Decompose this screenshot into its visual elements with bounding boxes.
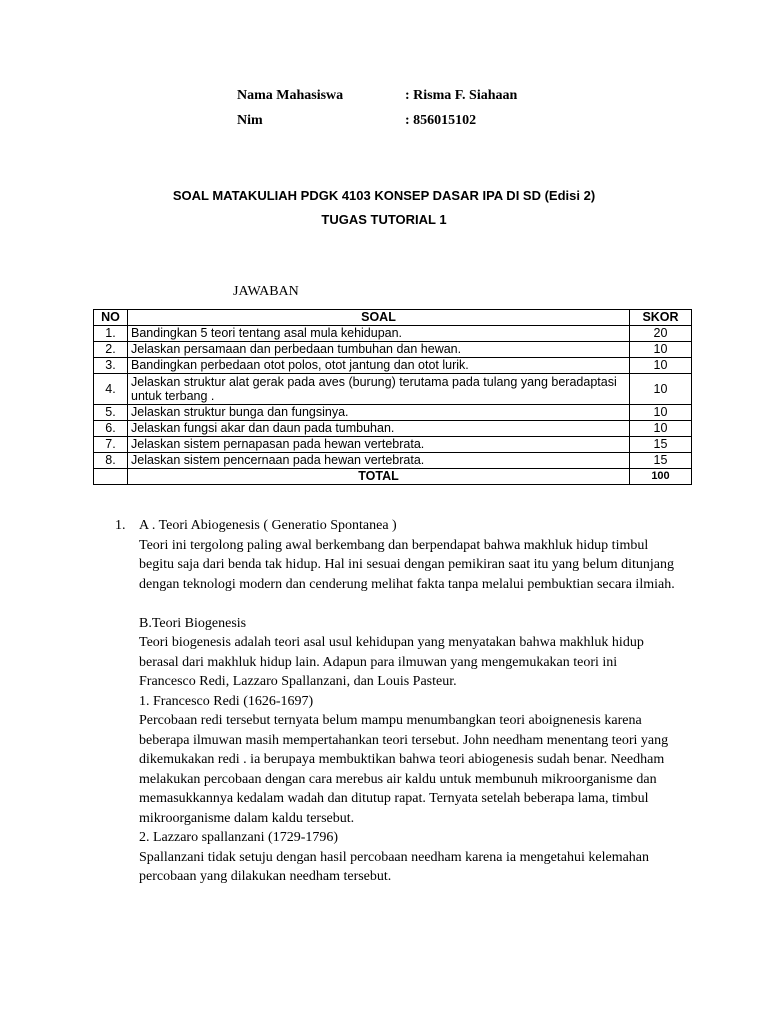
total-row: [94, 469, 692, 485]
table-row: [94, 421, 692, 437]
row-no: 1.: [94, 326, 128, 342]
row-no: 4.: [94, 374, 128, 405]
row-skor: 20: [630, 326, 692, 342]
total-empty-cell: [94, 469, 128, 485]
row-soal: Jelaskan struktur alat gerak pada aves (burung) terutama pada tulang yang beradaptasi untuk terbang .: [128, 374, 630, 405]
name-label: Nama Mahasiswa: [237, 88, 344, 103]
header-no: NO: [94, 310, 128, 326]
row-soal: Jelaskan sistem pernapasan pada hewan vertebrata.: [128, 437, 630, 453]
header-soal: SOAL: [128, 310, 630, 326]
jawaban-label: JAWABAN: [233, 284, 299, 299]
row-skor: 15: [630, 437, 692, 453]
row-skor: 15: [630, 453, 692, 469]
total-value: 100: [630, 469, 692, 485]
row-soal: Bandingkan 5 teori tentang asal mula kehidupan.: [128, 326, 630, 342]
row-no: 5.: [94, 405, 128, 421]
question-table: [93, 309, 692, 485]
tutorial-title: TUGAS TUTORIAL 1: [321, 212, 447, 227]
table-row: [94, 405, 692, 421]
abiogenesis-title: A . Teori Abiogenesis ( Generatio Spontanea ): [139, 518, 397, 533]
redi-text: Percobaan redi tersebut ternyata belum mampu menumbangkan teori aboignenesis karena beberapa ilmuwan masih mempertahankan teori tersebut. John needham menentang teori yang dikemukakan redi . ia berupaya membuktikan bahwa teori abiogenesis sudah benar. Needham melakukan percobaan dengan cara merebus air kaldu untuk membunuh mikroorganisme dan memasukkannya kedalam wadah dan ditutup rapat. Ternyata setelah beberapa lama, timbul mikroorganisme dalam kaldu tersebut.: [139, 713, 669, 826]
row-soal: Jelaskan sistem pencernaan pada hewan vertebrata.: [128, 453, 630, 469]
row-skor: 10: [630, 358, 692, 374]
row-skor: 10: [630, 374, 692, 405]
abiogenesis-text: Teori ini tergolong paling awal berkembang dan berpendapat bahwa makhluk hidup timbul begitu saja dari benda tak hidup. Hal ini sesuai dengan pemikiran saat itu yang belum ditunjang dengan teknologi modern dan cenderung melihat fakta tanpa melalui pembuktian secara ilmiah.: [139, 537, 675, 592]
table-row: [94, 453, 692, 469]
row-soal: Bandingkan perbedaan otot polos, otot jantung dan otot lurik.: [128, 358, 630, 374]
header-skor: SKOR: [630, 310, 692, 326]
redi-title: 1. Francesco Redi (1626-1697): [139, 693, 314, 709]
name-value: : Risma F. Siahaan: [405, 88, 518, 103]
spallanzani-title: 2. Lazzaro spallanzani (1729-1796): [139, 830, 339, 845]
table-row: [94, 437, 692, 453]
row-no: 6.: [94, 421, 128, 437]
table-row: [94, 326, 692, 342]
answer-section: [115, 516, 675, 887]
biogenesis-title: B.Teori Biogenesis: [139, 615, 247, 631]
row-soal: Jelaskan struktur bunga dan fungsinya.: [128, 405, 630, 421]
row-skor: 10: [630, 342, 692, 358]
row-no: 2.: [94, 342, 128, 358]
table-row: [94, 374, 692, 405]
table-row: [94, 358, 692, 374]
row-skor: 10: [630, 421, 692, 437]
answer-number: 1.: [115, 518, 126, 533]
course-title: SOAL MATAKULIAH PDGK 4103 KONSEP DASAR IPA DI SD (Edisi 2): [172, 188, 596, 203]
nim-label: Nim: [237, 113, 263, 128]
row-no: 7.: [94, 437, 128, 453]
row-skor: 10: [630, 405, 692, 421]
row-no: 3.: [94, 358, 128, 374]
nim-value: : 856015102: [405, 113, 477, 128]
spallanzani-text: Spallanzani tidak setuju dengan hasil percobaan needham karena ia mengetahui kelemahan percobaan yang dilakukan needham tersebut.: [139, 849, 650, 884]
row-soal: Jelaskan persamaan dan perbedaan tumbuhan dan hewan.: [128, 342, 630, 358]
table-header-row: [94, 310, 692, 326]
total-label: TOTAL: [128, 469, 630, 485]
row-no: 8.: [94, 453, 128, 469]
table-row: [94, 342, 692, 358]
biogenesis-text: Teori biogenesis adalah teori asal usul kehidupan yang menyatakan bahwa makhluk hidup berasal dari makhluk hidup lain. Adapun para ilmuwan yang mengemukakan teori ini Francesco Redi, Lazzaro Spallanzani, dan Louis Pasteur.: [139, 635, 644, 689]
paragraph-gap: [139, 594, 675, 614]
row-soal: Jelaskan fungsi akar dan daun pada tumbuhan.: [128, 421, 630, 437]
